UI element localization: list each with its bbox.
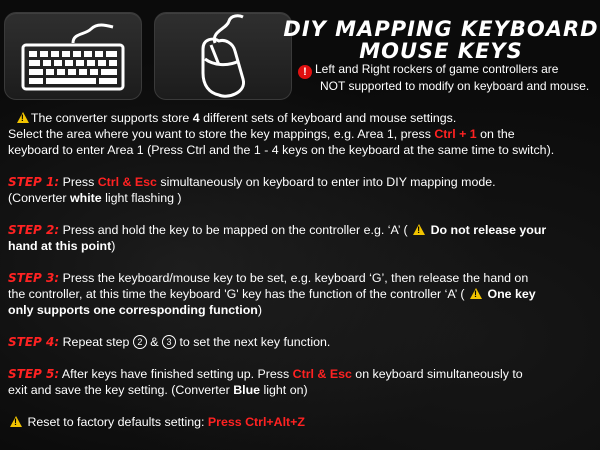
exclamation-circle-icon: ! (298, 65, 312, 79)
step-1-label: STEP 1: (8, 175, 60, 189)
step-2-line-2: hand at this point) (8, 239, 116, 253)
step-5-line-1: STEP 5: After keys have finished setting up. Press Ctrl & Esc on keyboard simultaneously to (8, 367, 523, 381)
step-4-label: STEP 4: (8, 335, 60, 349)
title-line-2: MOUSE KEYS (359, 39, 523, 63)
step-1-line-1: STEP 1: Press Ctrl & Esc simultaneously on keyboard to enter into DIY mapping mode. (8, 175, 496, 189)
intro-line-2: Select the area where you want to store the key mappings, e.g. Area 1, press Ctrl + 1 on the (8, 127, 515, 141)
area-count: 4 (192, 111, 200, 125)
keyboard-tile (4, 12, 142, 100)
reset-key-combo: Press Ctrl+Alt+Z (207, 415, 305, 429)
intro-line-1: !The converter supports store 4 different sets of keyboard and mouse settings. (8, 110, 596, 126)
intro-line-3: keyboard to enter Area 1 (Press Ctrl and the 1 - 4 keys on the keyboard at the same time to switch). (8, 143, 555, 157)
area-key-combo: Ctrl + 1 (434, 127, 477, 141)
step-ref-2: 2 (133, 335, 147, 349)
instructions (8, 110, 596, 430)
step-5-line-2: exit and save the key setting. (Converter Blue light on) (8, 383, 308, 397)
step-5-label: STEP 5: (8, 367, 60, 381)
step-3-line-1: STEP 3: Press the keyboard/mouse key to be set, e.g. keyboard ‘G’, then release the hand on (8, 271, 529, 285)
step-2-line-1: STEP 2: Press and hold the key to be mapped on the controller e.g. ‘A’ ( ! Do not release your (8, 222, 596, 238)
warning-triangle-icon (10, 416, 22, 427)
keyboard-icon (5, 13, 141, 99)
step-3-line-3: only supports one corresponding function) (8, 303, 263, 317)
mouse-icon (155, 13, 291, 99)
reset-line: ! Reset to factory defaults setting: Press Ctrl+Alt+Z (8, 414, 596, 430)
warning-triangle-icon (413, 224, 425, 235)
mouse-tile (154, 12, 292, 100)
step-1-line-2: (Converter white light flashing ) (8, 191, 182, 205)
note-line-1: Left and Right rockers of game controllers are (315, 62, 559, 76)
step-3-line-2: the controller, at this time the keyboard 'G' key has the function of the controller ‘A’ ( ! One key (8, 286, 596, 302)
warning-triangle-icon (470, 288, 482, 299)
warning-triangle-icon (17, 112, 29, 123)
step-2-label: STEP 2: (8, 223, 60, 237)
note-line-2: NOT supported to modify on keyboard and mouse. (320, 79, 590, 93)
step-ref-3: 3 (162, 335, 176, 349)
controller-note (298, 62, 598, 94)
step-4-line: STEP 4: Repeat step 2 & 3 to set the next key function. (8, 335, 331, 349)
step-3-label: STEP 3: (8, 271, 60, 285)
title-line-1: DIY MAPPING KEYBOARD (283, 17, 599, 41)
